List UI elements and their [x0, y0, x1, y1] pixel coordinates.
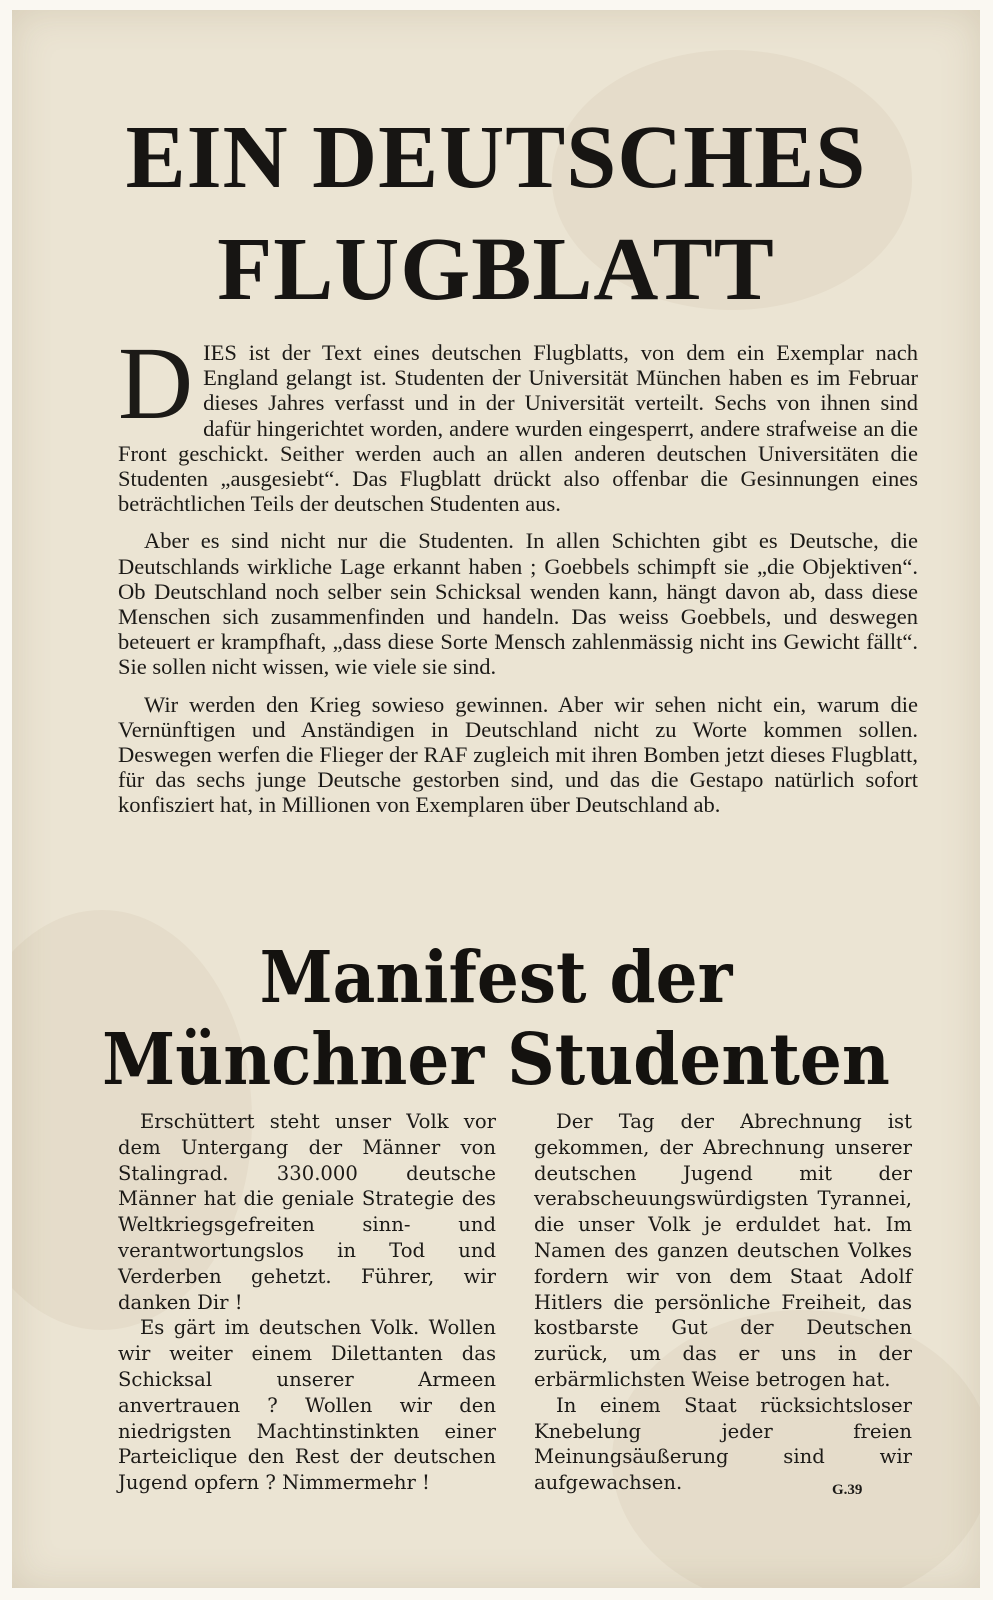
headline-line-1: EIN DEUTSCHES	[125, 108, 867, 207]
manifest-title-line-1: Manifest der	[259, 934, 733, 1020]
manifest-paragraph: Erschüttert steht unser Volk vor dem Untergang der Männer von Stalingrad. 330.000 deutsche Männer hat die geniale Strategie des Weltkriegsgefreiten sinn- und verantwortungslos in Tod und Verderben gehetzt. Führer, wir danken Dir !	[118, 1110, 496, 1314]
intro-paragraph-1-text: IES ist der Text eines deutschen Flugblatts, von dem ein Exemplar nach England gelangt ist. Studenten der Universität München haben es im Februar dieses Jahres verfasst und in der Universität verteilt. Sechs von ihnen sind dafür hingerichtet worden, andere wurden eingesperrt, andere strafweise an die Front geschickt. Seither werden auch an allen anderen deutschen Universitäten die Studenten „ausgesiebt“. Das Flugblatt drückt also offenbar die Gesinnungen eines beträchtlichen Teils der deutschen Studenten aus.	[118, 340, 918, 517]
manifest-title-line-2: Münchner Studenten	[102, 1016, 890, 1102]
print-code: G.39	[832, 1482, 863, 1498]
manifest-paragraph: Es gärt im deutschen Volk. Wollen wir weiter einem Dilettanten das Schicksal unserer Armeen anvertrauen ? Wollen wir den niedrigsten Machtinstinkten einer Parteiclique den Rest der deutschen Jugend opfern ? Nimmermehr !	[118, 1316, 496, 1495]
intro-text	[118, 326, 918, 830]
intro-paragraph-3: Wir werden den Krieg sowieso gewinnen. Aber wir sehen nicht ein, warum die Vernünftigen und Anständigen in Deutschland nicht zu Worte kommen sollen. Deswegen werfen die Flieger der RAF zugleich mit ihren Bomben jetzt dieses Flugblatt, für das sechs junge Deutsche gestorben sind, und das die Gestapo natürlich sofort konfisziert hat, in Millionen von Exemplaren über Deutschland ab.	[118, 691, 918, 818]
manifest-left-column	[118, 1109, 496, 1496]
manifest-paragraph: Der Tag der Abrechnung ist gekommen, der Abrechnung unserer deutschen Jugend mit der verabscheuungswürdigsten Tyrannei, die unser Volk je erduldet hat. Im Namen des ganzen deutschen Volkes fordern wir von dem Staat Adolf Hitlers die persönliche Freiheit, das kostbarste Gut der Deutschen zurück, um das er uns in der erbärmlichsten Weise betrogen hat.	[534, 1110, 912, 1391]
intro-paragraph-2: Aber es sind nicht nur die Studenten. In allen Schichten gibt es Deutsche, die Deutschlands wirkliche Lage erkannt haben ; Goebbels schimpft sie „die Objektiven“. Ob Deutschland noch selber sein Schicksal wenden kann, hängt davon ab, dass diese Menschen sich zusammenfinden und handeln. Das weiss Goebbels, und deswegen beteuert er krampfhaft, „dass diese Sorte Mensch zahlenmässig nicht ins Gewicht fällt“. Sie sollen nicht wissen, wie viele sie sind.	[118, 528, 918, 680]
leaflet-sheet	[12, 10, 980, 1588]
drop-cap: D	[118, 326, 194, 441]
intro-paragraph-1	[118, 326, 918, 517]
headline-line-2: FLUGBLATT	[217, 220, 775, 319]
manifest-paragraph: In einem Staat rücksichtsloser Knebelung jeder freien Meinungsäußerung sind wir aufgewachsen.	[534, 1393, 912, 1495]
manifest-right-column	[534, 1109, 912, 1496]
